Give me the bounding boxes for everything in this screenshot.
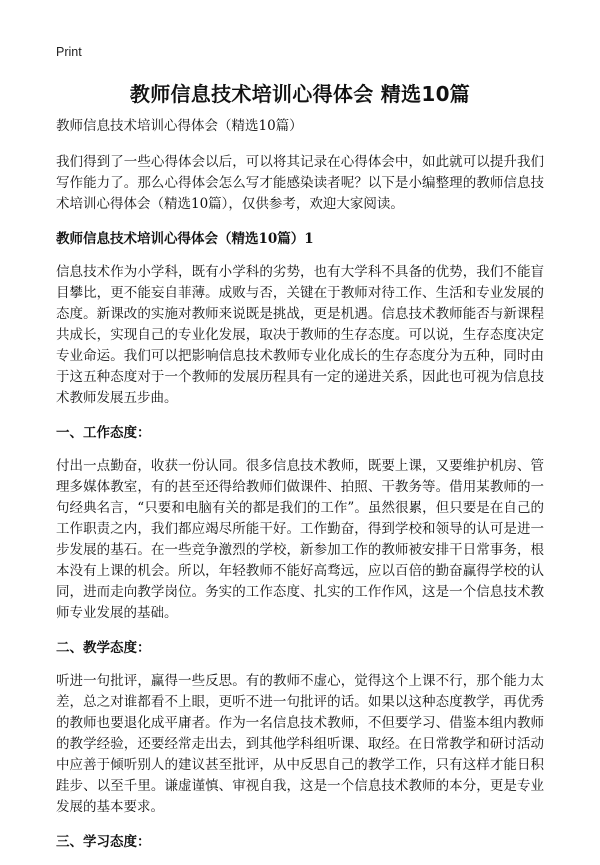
print-link[interactable]: Print (56, 45, 82, 59)
article-intro-paragraph: 信息技术作为小学科，既有小学科的劣势，也有大学科不具备的优势，我们不能盲目攀比，更不能妄自菲薄。成败与否，关键在于教师对待工作、生活和专业发展的态度。新课改的实施对教师来说既是挑战，更是机遇。信息技术教师能否与新课程共成长，实现自己的专业化发展，取决于教师的生存态度。可以说，生存态度决定专业命运。我们可以把影响信息技术教师专业化成长的生存态度分为五种，同时由于这五种态度对于一个教师的发展历程具有一定的递进关系，因此也可视为信息技术教师发展五步曲。 (56, 264, 544, 406)
section-body-teaching-attitude: 听进一句批评，赢得一些反思。有的教师不虚心，觉得这个上课不行，那个能力太差，总之对谁都看不上眼，更听不进一句批评的话。如果以这种态度教学，再优秀的教师也要退化成平庸者。作为一名信息技术教师，不但要学习、借鉴本组内教师的教学经验，还要经常走出去，到其他学科组听课、取经。在日常教学和研讨活动中应善于倾听别人的建议甚至批评，从中反思自己的教学工作，只有这样才能日积跬步、以至千里。谦虚谨慎、审视自我，这是一个信息技术教师的本分，更是专业发展的基本要求。 (56, 673, 544, 815)
article-heading: 教师信息技术培训心得体会（精选10篇）1 (56, 231, 314, 247)
section-heading-learning-attitude: 三、学习态度： (56, 834, 151, 850)
document-subtitle: 教师信息技术培训心得体会（精选10篇） (56, 118, 303, 134)
section-heading-teaching-attitude: 二、教学态度： (56, 640, 151, 656)
document-title: 教师信息技术培训心得体会 精选10篇 (129, 82, 471, 106)
intro-paragraph: 我们得到了一些心得体会以后，可以将其记录在心得体会中，如此就可以提升我们写作能力了。那么心得体会怎么写才能感染读者呢？以下是小编整理的教师信息技术培训心得体会（精选10篇），仅供参考，欢迎大家阅读。 (56, 154, 544, 212)
section-body-work-attitude: 付出一点勤奋，收获一份认同。很多信息技术教师，既要上课，又要维护机房、管理多媒体教室，有的甚至还得给教师们做课件、拍照、干教务等。借用某教师的一句经典名言，“只要和电脑有关的都是我们的工作”。虽然很累，但只要是在自己的工作职责之内，我们都应竭尽所能干好。工作勤奋，得到学校和领导的认可是进一步发展的基石。在一些竞争激烈的学校，新参加工作的教师被安排干日常事务，根本没有上课的机会。所以，年轻教师不能好高骛远，应以百倍的勤奋赢得学校的认同，进而走向教学岗位。务实的工作态度、扎实的工作作风，这是一个信息技术教师专业发展的基础。 (56, 458, 544, 621)
document-body (56, 116, 544, 865)
section-heading-work-attitude: 一、工作态度： (56, 425, 151, 441)
